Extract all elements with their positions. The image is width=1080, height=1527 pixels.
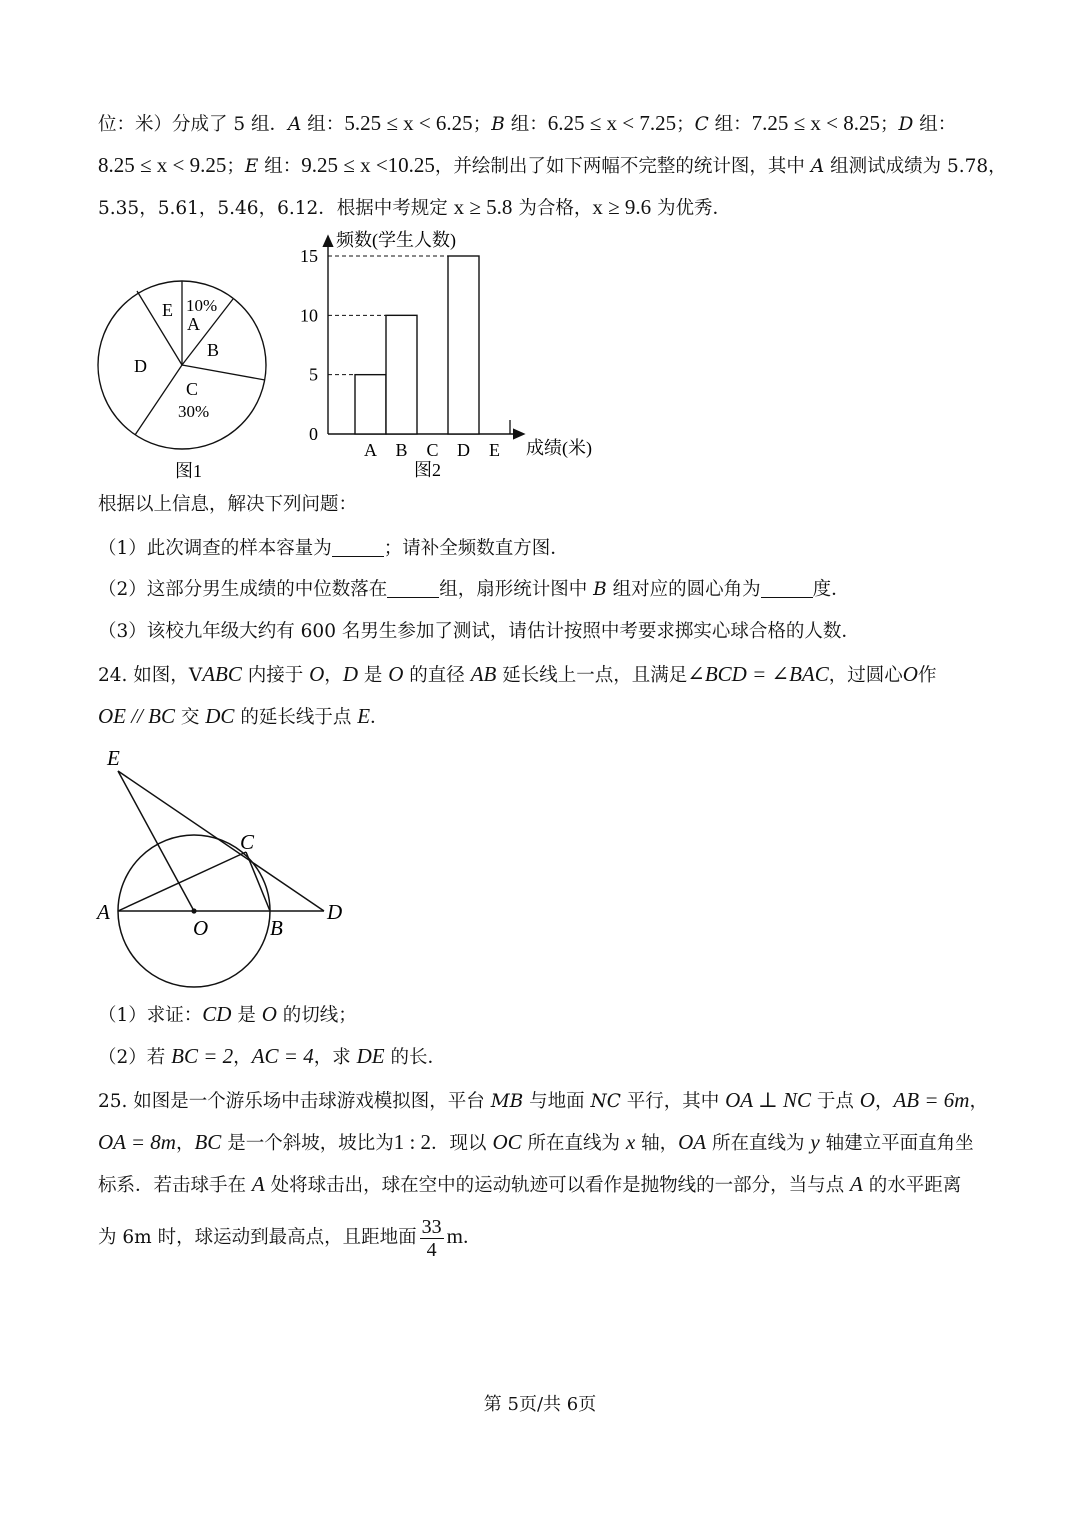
p23-line-1: 位：米）分成了 5 组．A 组：5.25 ≤ x < 6.25；B 组：6.25 ≤ x < 7.25；C 组：7.25 ≤ x < 8.25；D 组： — [98, 111, 957, 135]
pie-label-a: A — [187, 314, 200, 334]
point-label-e: E — [107, 746, 120, 770]
y-axis-label: 频数(学生人数) — [336, 230, 456, 250]
answer-blank[interactable] — [387, 579, 439, 598]
point-label-b: B — [270, 916, 283, 940]
pie-divider-4 — [182, 365, 265, 380]
y-tick-label: 15 — [300, 246, 318, 266]
p24-line-2: OE // BC 交 DC 的延长线于点 E． — [98, 704, 389, 728]
x-tick-label: E — [489, 440, 500, 460]
pie-pct-c: 30% — [178, 402, 210, 421]
point-label-c: C — [240, 830, 255, 854]
pie-divider-1 — [137, 291, 182, 365]
line-ed — [118, 771, 324, 911]
line-oe — [118, 771, 194, 911]
bar-chart-figure — [290, 228, 610, 486]
pie-label-b: B — [207, 340, 220, 360]
p25-line-1: 25. 如图是一个游乐场中击球游戏模拟图，平台 MB 与地面 NC 平行，其中 OA ⊥ NC 于点 O，AB = 6m， — [98, 1088, 988, 1112]
pie-label-e: E — [162, 300, 173, 320]
bar-d — [448, 256, 479, 434]
x-tick-label: D — [457, 440, 470, 460]
geometry-figure — [90, 735, 370, 995]
x-axis-label: 成绩(米) — [526, 438, 592, 458]
p23-q1: （1）此次调查的样本容量为 ；请补全频数直方图． — [98, 538, 569, 559]
pie-chart-figure — [90, 270, 280, 490]
p23-line-2: 8.25 ≤ x < 9.25；E 组：9.25 ≤ x <10.25，并绘制出了如下两幅不完整的统计图，其中 A 组测试成绩为 5.78， — [98, 153, 1007, 177]
pie-label-d: D — [134, 356, 147, 376]
p24-line-1: 24. 如图，VABC 内接于 O，D 是 O 的直径 AB 延长线上一点，且满足∠BCD = ∠BAC，过圆心O作 — [98, 662, 937, 686]
x-tick-label: A — [364, 440, 377, 460]
answer-blank[interactable] — [761, 579, 813, 598]
pie-label-c: C — [186, 379, 199, 399]
point-label-a: A — [97, 900, 110, 924]
fraction: $\frac{33}{4}$ — [421, 1215, 442, 1261]
bar-chart-caption: 图2 — [414, 460, 441, 480]
x-tick-label: B — [395, 440, 408, 460]
p25-line-2: OA = 8m，BC 是一个斜坡，坡比为1 : 2．现以 OC 所在直线为 x 轴，OA 所在直线为 y 轴建立平面直角坐 — [98, 1130, 974, 1154]
y-tick-label: 5 — [309, 364, 318, 385]
p25-line-4: 为 6m 时，球运动到最高点，且距地面 $\frac{33}{4}$ m． — [98, 1215, 482, 1261]
p23-q2: （2）这部分男生成绩的中位数落在 组，扇形统计图中 B 组对应的圆心角为 度． — [98, 579, 850, 600]
p24-q1: （1）求证：CD 是 O 的切线； — [98, 1002, 357, 1026]
page-footer: 第 5页/共 6页 — [483, 1394, 597, 1415]
p25-line-3: 标系．若击球手在 A 处将球击出，球在空中的运动轨迹可以看作是抛物线的一部分，当与点 A 的水平距离 — [98, 1172, 962, 1196]
x-tick-label: C — [426, 440, 439, 460]
answer-blank[interactable] — [332, 538, 384, 557]
y-tick-label: 0 — [309, 424, 318, 444]
bar-a — [355, 375, 386, 434]
pie-caption: 图1 — [175, 461, 202, 481]
bar-b — [386, 315, 417, 434]
p23-intro: 根据以上信息，解决下列问题： — [98, 494, 358, 515]
pie-pct-a: 10% — [186, 296, 218, 315]
point-label-d: D — [327, 900, 343, 924]
y-tick-label: 10 — [300, 305, 318, 326]
center-point-o — [191, 908, 196, 913]
p24-q2: （2）若 BC = 2，AC = 4，求 DE 的长． — [98, 1044, 446, 1068]
p23-q3: （3）该校九年级大约有 600 名男生参加了测试，请估计按照中考要求掷实心球合格的人数． — [98, 621, 860, 642]
point-label-o: O — [193, 916, 209, 940]
p23-line-3: 5.35，5.61，5.46，6.12．根据中考规定 x ≥ 5.8 为合格，x ≥ 9.6 为优秀． — [98, 195, 731, 219]
